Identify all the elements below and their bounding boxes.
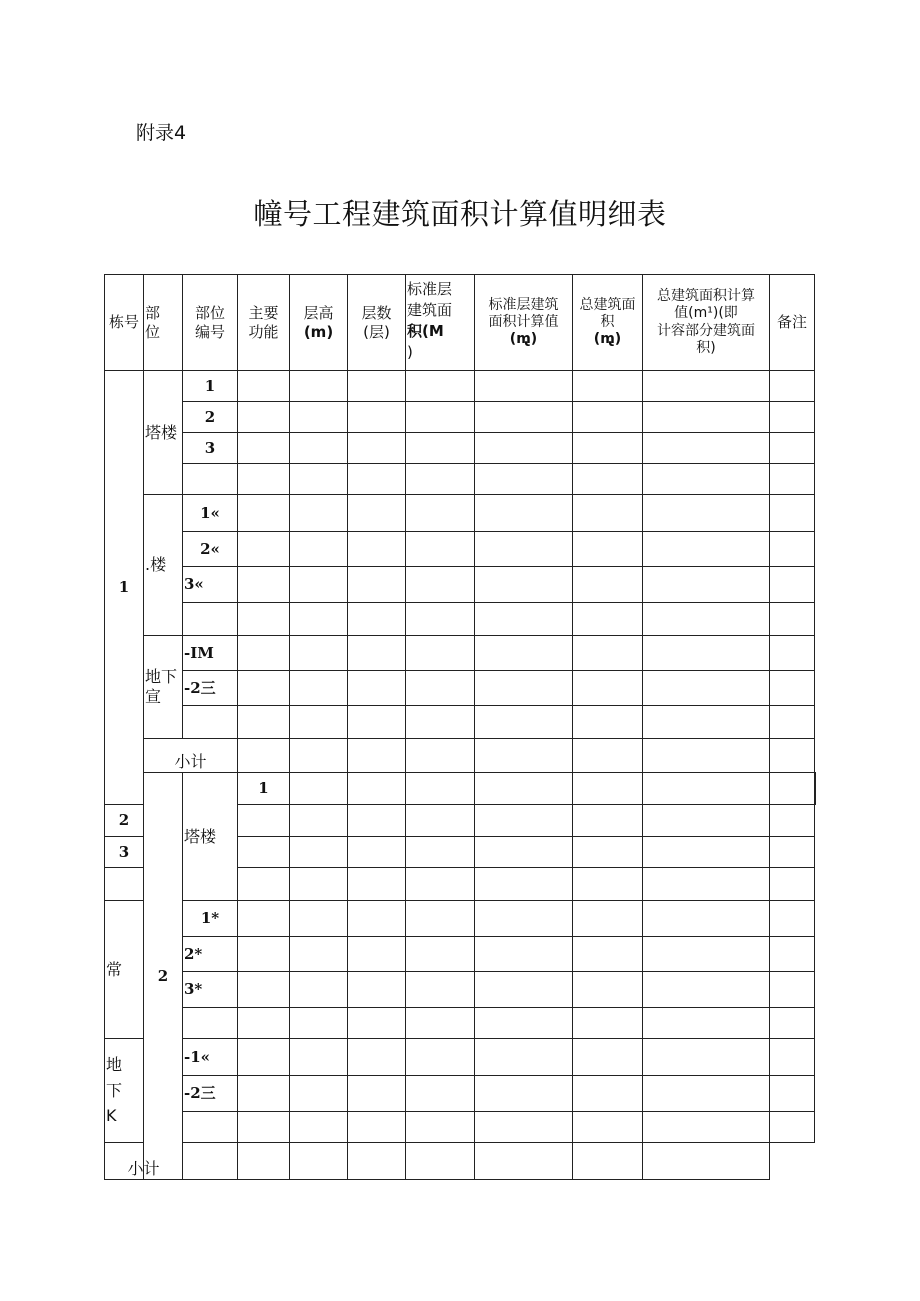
table-row xyxy=(105,1076,816,1112)
table-row xyxy=(105,532,816,567)
table-cell xyxy=(770,706,815,739)
table-cell xyxy=(406,636,475,671)
table-cell xyxy=(238,1112,290,1143)
table-cell xyxy=(643,1112,770,1143)
table-cell xyxy=(348,433,406,464)
table-cell xyxy=(643,671,770,706)
table-row xyxy=(105,371,816,402)
table-cell xyxy=(406,532,475,567)
part-code: 3 xyxy=(183,433,238,464)
table-cell xyxy=(238,706,290,739)
table-cell xyxy=(770,773,815,805)
table-row xyxy=(105,603,816,636)
table-cell xyxy=(643,636,770,671)
table-cell xyxy=(475,495,573,532)
table-cell xyxy=(770,868,815,901)
table-cell xyxy=(406,1008,475,1039)
table-cell xyxy=(105,868,144,901)
table-row xyxy=(105,972,816,1008)
table-cell xyxy=(770,636,815,671)
table-cell xyxy=(290,603,348,636)
table-cell xyxy=(643,706,770,739)
table-cell xyxy=(406,739,475,773)
table-cell xyxy=(770,532,815,567)
table-cell xyxy=(290,532,348,567)
table-cell xyxy=(770,567,815,603)
table-cell xyxy=(643,1039,770,1076)
table-cell xyxy=(770,805,815,837)
table-cell xyxy=(406,972,475,1008)
table-cell xyxy=(475,937,573,972)
table-cell xyxy=(406,671,475,706)
table-cell xyxy=(290,371,348,402)
table-cell xyxy=(643,837,770,868)
table-cell xyxy=(643,901,770,937)
header-remarks: 备注 xyxy=(770,275,815,371)
table-cell xyxy=(348,773,406,805)
table-cell xyxy=(406,495,475,532)
table-cell xyxy=(475,901,573,937)
table-cell xyxy=(348,603,406,636)
table-cell xyxy=(475,603,573,636)
part-code: 1« xyxy=(183,495,238,532)
table-row xyxy=(105,636,816,671)
table-cell xyxy=(290,773,348,805)
table-cell xyxy=(573,464,643,495)
table-cell xyxy=(290,495,348,532)
table-cell xyxy=(348,739,406,773)
table-cell xyxy=(348,868,406,901)
table-cell xyxy=(770,495,815,532)
subtotal-row xyxy=(105,1143,816,1180)
tower-label: 塔楼 xyxy=(144,371,183,495)
table-row xyxy=(105,706,816,739)
table-cell xyxy=(643,567,770,603)
table-cell xyxy=(573,1112,643,1143)
table-cell xyxy=(475,433,573,464)
table-cell xyxy=(643,603,770,636)
table-cell xyxy=(643,1143,770,1180)
part-code: 3 xyxy=(105,837,144,868)
table-cell xyxy=(643,805,770,837)
table-cell xyxy=(290,739,348,773)
table-row xyxy=(105,495,816,532)
table-row xyxy=(105,1039,816,1076)
table-cell xyxy=(238,805,290,837)
basement-label: 地下 宣 xyxy=(144,636,183,739)
table-cell xyxy=(238,371,290,402)
table-cell xyxy=(238,567,290,603)
table-cell xyxy=(475,567,573,603)
table-cell xyxy=(238,868,290,901)
table-row xyxy=(105,567,816,603)
table-cell xyxy=(573,1008,643,1039)
table-row xyxy=(105,402,816,433)
part-code: 1 xyxy=(183,371,238,402)
table-cell xyxy=(770,1039,815,1076)
table-cell xyxy=(475,671,573,706)
table-cell xyxy=(290,671,348,706)
table-cell xyxy=(406,1143,475,1180)
table-cell xyxy=(348,371,406,402)
table-cell xyxy=(290,901,348,937)
table-cell xyxy=(238,901,290,937)
table-cell xyxy=(238,603,290,636)
header-row xyxy=(105,275,816,371)
table-cell xyxy=(348,1039,406,1076)
table-cell xyxy=(770,603,815,636)
table-cell xyxy=(643,1008,770,1039)
table-cell xyxy=(348,805,406,837)
subtotal-label: 小计 xyxy=(105,1143,183,1180)
subtotal-row xyxy=(105,739,816,773)
table-cell xyxy=(406,1039,475,1076)
table-cell xyxy=(475,532,573,567)
header-part: 部 位 xyxy=(144,275,183,371)
table-cell xyxy=(573,805,643,837)
table-cell xyxy=(406,901,475,937)
table-cell xyxy=(406,1076,475,1112)
table-cell xyxy=(290,706,348,739)
table-cell xyxy=(770,972,815,1008)
part-code: -2三 xyxy=(183,671,238,706)
table-cell xyxy=(290,1112,348,1143)
table-cell xyxy=(770,671,815,706)
podium-label: .楼 xyxy=(144,495,183,636)
table-cell xyxy=(406,567,475,603)
table-cell xyxy=(770,901,815,937)
table-cell xyxy=(406,433,475,464)
table-cell xyxy=(238,937,290,972)
table-row xyxy=(105,901,816,937)
header-total-calc: 总建筑面积计算 值(m¹)(即 计容部分建筑面 积) xyxy=(643,275,770,371)
table-row xyxy=(105,1112,816,1143)
table-cell xyxy=(290,1039,348,1076)
table-cell xyxy=(238,1008,290,1039)
table-cell xyxy=(406,706,475,739)
table-cell xyxy=(183,1112,238,1143)
table-cell xyxy=(475,773,573,805)
table-cell xyxy=(238,1039,290,1076)
table-cell xyxy=(290,402,348,433)
table-cell xyxy=(406,402,475,433)
table-cell xyxy=(475,805,573,837)
table-cell xyxy=(290,1143,348,1180)
table-cell xyxy=(238,532,290,567)
table-cell xyxy=(643,371,770,402)
table-cell xyxy=(573,1143,643,1180)
table-cell xyxy=(183,603,238,636)
table-cell xyxy=(573,972,643,1008)
table-cell xyxy=(238,1143,290,1180)
part-code: 2 xyxy=(105,805,144,837)
part-code: 3« xyxy=(183,567,238,603)
table-cell xyxy=(573,837,643,868)
table-cell xyxy=(475,636,573,671)
table-cell xyxy=(770,464,815,495)
table-cell xyxy=(643,402,770,433)
table-cell xyxy=(475,1008,573,1039)
header-total-area: 总建筑面 积 (m̢) xyxy=(573,275,643,371)
table-cell xyxy=(573,1076,643,1112)
table-cell xyxy=(770,371,815,402)
building-no-cell: 2 xyxy=(144,773,183,1180)
appendix-label: 附录4 xyxy=(136,122,187,144)
table-cell xyxy=(643,433,770,464)
table-cell xyxy=(290,837,348,868)
table-cell xyxy=(475,972,573,1008)
table-cell xyxy=(770,937,815,972)
table-cell xyxy=(406,773,475,805)
table-cell xyxy=(348,671,406,706)
table-cell xyxy=(290,1008,348,1039)
table-cell xyxy=(238,464,290,495)
table-cell xyxy=(770,1076,815,1112)
table-cell xyxy=(643,773,770,805)
table-cell xyxy=(406,868,475,901)
building-no-cell: 1 xyxy=(105,371,144,805)
table-cell xyxy=(290,464,348,495)
part-code: 1* xyxy=(183,901,238,937)
table-cell xyxy=(573,371,643,402)
table-cell xyxy=(573,1039,643,1076)
table-cell xyxy=(348,937,406,972)
table-cell xyxy=(290,433,348,464)
table-cell xyxy=(643,739,770,773)
basement-label: 地 下 K xyxy=(105,1039,144,1143)
table-row xyxy=(105,1008,816,1039)
table-cell xyxy=(183,464,238,495)
table-cell xyxy=(475,706,573,739)
table-cell xyxy=(573,567,643,603)
table-cell xyxy=(643,464,770,495)
table-cell xyxy=(475,371,573,402)
table-cell xyxy=(348,402,406,433)
table-cell xyxy=(238,972,290,1008)
table-cell xyxy=(643,1076,770,1112)
table-cell xyxy=(770,433,815,464)
table-row xyxy=(105,773,816,805)
table-cell xyxy=(348,567,406,603)
table-cell xyxy=(290,567,348,603)
table-cell xyxy=(475,739,573,773)
table-cell xyxy=(770,837,815,868)
table-cell xyxy=(573,901,643,937)
header-part-code: 部位 编号 xyxy=(183,275,238,371)
table-cell xyxy=(348,464,406,495)
table-cell xyxy=(406,805,475,837)
table-cell xyxy=(348,837,406,868)
table-cell xyxy=(348,636,406,671)
table-cell xyxy=(406,464,475,495)
table-cell xyxy=(183,1143,238,1180)
table-cell xyxy=(238,671,290,706)
header-floor-count: 层数 (层) xyxy=(348,275,406,371)
table-cell xyxy=(348,495,406,532)
table-cell xyxy=(475,1039,573,1076)
table-cell xyxy=(475,1112,573,1143)
part-code: 2* xyxy=(183,937,238,972)
table-cell xyxy=(573,671,643,706)
table-cell xyxy=(238,495,290,532)
header-building-no: 栋号 xyxy=(105,275,144,371)
table-cell xyxy=(573,603,643,636)
table-cell xyxy=(183,706,238,739)
table-cell xyxy=(643,868,770,901)
table-cell xyxy=(770,402,815,433)
table-cell xyxy=(815,773,816,805)
table-cell xyxy=(348,532,406,567)
table-cell xyxy=(290,972,348,1008)
table-row xyxy=(105,433,816,464)
table-cell xyxy=(573,532,643,567)
table-cell xyxy=(238,402,290,433)
table-cell xyxy=(475,868,573,901)
table-cell xyxy=(643,937,770,972)
table-cell xyxy=(475,1143,573,1180)
header-main-function: 主要 功能 xyxy=(238,275,290,371)
table-cell xyxy=(348,1143,406,1180)
table-cell xyxy=(406,837,475,868)
table-row xyxy=(105,937,816,972)
table-row xyxy=(105,671,816,706)
table-cell xyxy=(770,739,815,773)
table-cell xyxy=(573,636,643,671)
page-title: 幢号工程建筑面积计算值明细表 xyxy=(253,197,667,231)
table-cell xyxy=(290,937,348,972)
part-code: 2« xyxy=(183,532,238,567)
tower-label: 塔楼 xyxy=(183,773,238,901)
part-code: -IM xyxy=(183,636,238,671)
table-cell xyxy=(475,464,573,495)
table-cell xyxy=(406,937,475,972)
table-cell xyxy=(348,1076,406,1112)
table-cell xyxy=(406,371,475,402)
table-cell xyxy=(643,532,770,567)
table-cell xyxy=(348,972,406,1008)
part-code: -2三 xyxy=(183,1076,238,1112)
table-cell xyxy=(573,937,643,972)
podium-label: 常 xyxy=(105,901,144,1039)
header-std-floor-area: 标准层 建筑面 积(M ) xyxy=(406,275,475,371)
part-code: 3* xyxy=(183,972,238,1008)
table-cell xyxy=(643,495,770,532)
subtotal-label: 小计 xyxy=(144,739,238,773)
table-cell xyxy=(238,739,290,773)
table-cell xyxy=(290,1076,348,1112)
table-cell xyxy=(573,495,643,532)
building-area-table xyxy=(104,274,816,1180)
table-cell xyxy=(573,402,643,433)
table-cell xyxy=(573,773,643,805)
table-cell xyxy=(573,433,643,464)
table-cell xyxy=(573,706,643,739)
table-cell xyxy=(290,868,348,901)
table-cell xyxy=(290,805,348,837)
table-cell xyxy=(183,1008,238,1039)
table-cell xyxy=(290,636,348,671)
table-cell xyxy=(348,706,406,739)
table-cell xyxy=(406,603,475,636)
table-cell xyxy=(770,1008,815,1039)
table-cell xyxy=(475,837,573,868)
table-cell xyxy=(573,739,643,773)
table-cell xyxy=(238,433,290,464)
part-code: 2 xyxy=(183,402,238,433)
table-row xyxy=(105,464,816,495)
table-cell xyxy=(238,837,290,868)
table-cell xyxy=(348,901,406,937)
table-cell xyxy=(348,1112,406,1143)
table-cell xyxy=(406,1112,475,1143)
table-cell xyxy=(475,402,573,433)
table-cell xyxy=(573,868,643,901)
table-cell xyxy=(238,636,290,671)
header-std-floor-calc: 标准层建筑 面积计算值 (m̢) xyxy=(475,275,573,371)
table-cell xyxy=(643,972,770,1008)
table-cell xyxy=(348,1008,406,1039)
table-cell xyxy=(238,1076,290,1112)
part-code: 1 xyxy=(238,773,290,805)
header-floor-height: 层高 (m) xyxy=(290,275,348,371)
part-code: -1« xyxy=(183,1039,238,1076)
table-cell xyxy=(770,1112,815,1143)
table-cell xyxy=(475,1076,573,1112)
